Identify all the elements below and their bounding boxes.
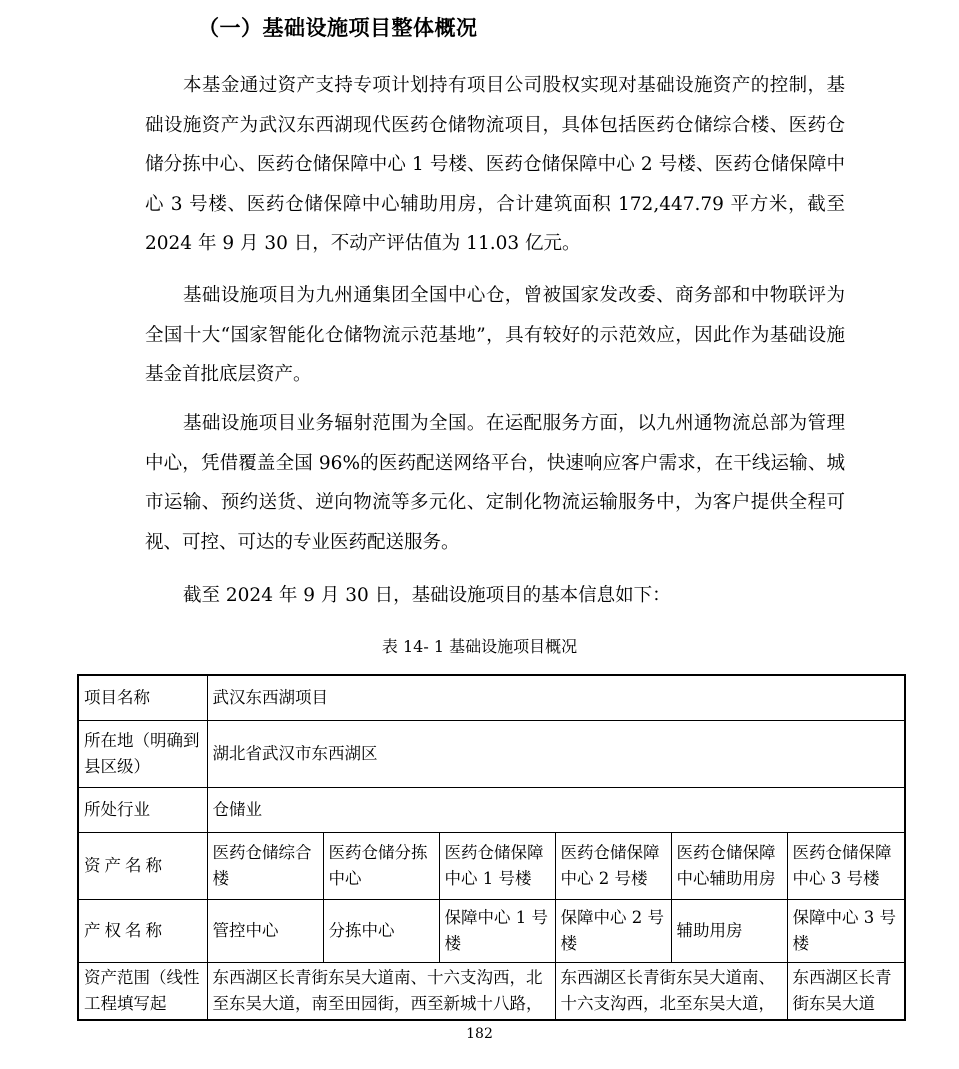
property-right-label: 产权名称: [78, 900, 207, 963]
section-heading: （一）基础设施项目整体概况: [198, 16, 478, 40]
location-value: 湖北省武汉市东西湖区: [207, 721, 905, 788]
industry-label: 所处行业: [78, 788, 207, 833]
table-row: [78, 833, 905, 900]
asset-scope-cell: 东西湖区长青街东吴大道南、十六支沟西，北至东吴大道，: [555, 963, 787, 1021]
project-name-value: 武汉东西湖项目: [207, 675, 905, 721]
table-caption: 表 14- 1 基础设施项目概况: [381, 637, 578, 656]
property-right-cell: 分拣中心: [323, 900, 439, 963]
asset-scope-cell: 东西湖区长青街东吴大道: [787, 963, 905, 1021]
paragraph-fund-overview: 本基金通过资产支持专项计划持有项目公司股权实现对基础设施资产的控制，基础设施资产为武汉东西湖现代医药仓储物流项目，具体包括医药仓储综合楼、医药仓储分拣中心、医药仓储保障中心 1 号楼、医药仓储保障中心 2 号楼、医药仓储保障中心 3 号楼、医药仓储保障中心辅助用房，合计建筑面积 172,447.79 平方米，截至 2024 年 9 月 30 日，不动产评估值为 11.03 亿元。: [145, 75, 845, 254]
page-number: 182: [466, 1026, 493, 1042]
paragraph-business-scope: 基础设施项目业务辐射范围为全国。在运配服务方面，以九州通物流总部为管理中心，凭借覆盖全国 96%的医药配送网络平台，快速响应客户需求，在干线运输、城市运输、预约送货、逆向物流等多元化、定制化物流运输服务中，为客户提供全程可视、可控、可达的专业医药配送服务。: [145, 413, 845, 553]
location-label: 所在地（明确到县区级）: [78, 721, 207, 788]
asset-name-cell: 医药仓储保障中心 2 号楼: [555, 833, 671, 900]
table-row: [78, 788, 905, 833]
property-right-cell: 保障中心 2 号楼: [555, 900, 671, 963]
property-right-cell: 管控中心: [207, 900, 323, 963]
property-right-cell: 保障中心 3 号楼: [787, 900, 905, 963]
asset-scope-label: 资产范围（线性工程填写起: [78, 963, 207, 1021]
property-right-cell: 辅助用房: [671, 900, 787, 963]
asset-name-cell: 医药仓储保障中心辅助用房: [671, 833, 787, 900]
project-name-label: 项目名称: [78, 675, 207, 721]
asset-name-cell: 医药仓储分拣中心: [323, 833, 439, 900]
asset-name-cell: 医药仓储综合楼: [207, 833, 323, 900]
asset-name-cell: 医药仓储保障中心 3 号楼: [787, 833, 905, 900]
table-row: [78, 963, 905, 1021]
paragraph-demonstration-base: 基础设施项目为九州通集团全国中心仓，曾被国家发改委、商务部和中物联评为全国十大“国家智能化仓储物流示范基地”，具有较好的示范效应，因此作为基础设施基金首批底层资产。: [145, 285, 845, 385]
asset-name-cell: 医药仓储保障中心 1 号楼: [439, 833, 555, 900]
asset-scope-cell: 东西湖区长青街东吴大道南、十六支沟西，北至东吴大道，南至田园街，西至新城十八路，: [207, 963, 555, 1021]
industry-value: 仓储业: [207, 788, 905, 833]
paragraph-table-intro: 截至 2024 年 9 月 30 日，基础设施项目的基本信息如下：: [183, 585, 671, 606]
table-row: [78, 900, 905, 963]
asset-name-label: 资产名称: [78, 833, 207, 900]
project-info-table: [77, 674, 906, 1021]
property-right-cell: 保障中心 1 号楼: [439, 900, 555, 963]
table-row: [78, 721, 905, 788]
table-row: [78, 675, 905, 721]
